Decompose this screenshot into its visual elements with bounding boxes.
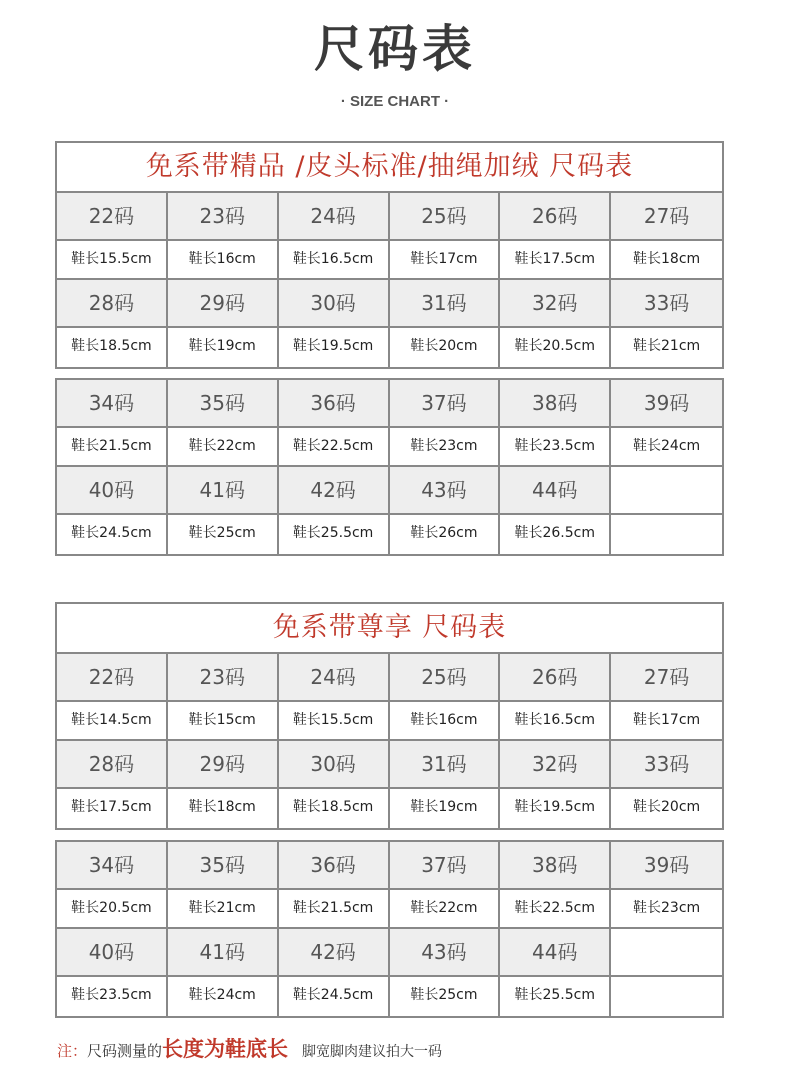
size-cell: 36码	[279, 380, 390, 428]
length-cell: 鞋长16.5cm	[500, 702, 611, 741]
length-cell: 鞋长15cm	[168, 702, 279, 741]
size-cell: 44码	[500, 467, 611, 515]
size-cell: 37码	[390, 842, 501, 890]
size-cell: 41码	[168, 467, 279, 515]
size-cell: 29码	[168, 280, 279, 328]
note-text-post: 脚宽脚肉建议拍大一码	[302, 1044, 443, 1060]
page-title: 尺码表	[314, 20, 476, 78]
length-cell: 鞋长16cm	[390, 702, 501, 741]
length-cell: 鞋长23cm	[611, 890, 722, 929]
length-cell: 鞋长23.5cm	[500, 428, 611, 467]
length-cell: 鞋长21.5cm	[57, 428, 168, 467]
size-cell: 31码	[390, 280, 501, 328]
size-cell: 25码	[390, 654, 501, 702]
size-cell: 24码	[279, 193, 390, 241]
size-cell: 34码	[57, 842, 168, 890]
length-cell: 鞋长19cm	[390, 789, 501, 828]
empty-cell	[611, 977, 722, 1016]
size-cell: 41码	[168, 929, 279, 977]
size-cell: 23码	[168, 193, 279, 241]
size-cell: 39码	[611, 380, 722, 428]
length-cell: 鞋长23cm	[390, 428, 501, 467]
length-cell: 鞋长17cm	[611, 702, 722, 741]
size-cell: 43码	[390, 929, 501, 977]
length-cell: 鞋长24.5cm	[279, 977, 390, 1016]
size-cell: 24码	[279, 654, 390, 702]
length-cell: 鞋长17.5cm	[500, 241, 611, 280]
size-grid	[57, 842, 722, 1016]
size-table-block-2-part-2	[55, 840, 724, 1018]
size-cell: 38码	[500, 380, 611, 428]
length-cell: 鞋长26cm	[390, 515, 501, 554]
length-cell: 鞋长25cm	[168, 515, 279, 554]
length-cell: 鞋长24.5cm	[57, 515, 168, 554]
size-cell: 34码	[57, 380, 168, 428]
size-grid	[57, 193, 722, 367]
size-cell: 43码	[390, 467, 501, 515]
size-cell: 31码	[390, 741, 501, 789]
length-cell: 鞋长18.5cm	[279, 789, 390, 828]
size-cell: 40码	[57, 929, 168, 977]
size-cell: 37码	[390, 380, 501, 428]
length-cell: 鞋长21cm	[168, 890, 279, 929]
length-cell: 鞋长22.5cm	[500, 890, 611, 929]
size-cell: 23码	[168, 654, 279, 702]
size-cell: 40码	[57, 467, 168, 515]
length-cell: 鞋长17cm	[390, 241, 501, 280]
length-cell: 鞋长20.5cm	[500, 328, 611, 367]
length-cell: 鞋长25.5cm	[279, 515, 390, 554]
length-cell: 鞋长15.5cm	[279, 702, 390, 741]
page-subtitle: · SIZE CHART ·	[340, 93, 450, 110]
length-cell: 鞋长21cm	[611, 328, 722, 367]
size-cell: 28码	[57, 280, 168, 328]
size-cell: 26码	[500, 654, 611, 702]
size-cell: 39码	[611, 842, 722, 890]
length-cell: 鞋长22cm	[168, 428, 279, 467]
size-cell: 29码	[168, 741, 279, 789]
size-cell: 32码	[500, 280, 611, 328]
length-cell: 鞋长22cm	[390, 890, 501, 929]
empty-cell	[611, 467, 722, 515]
length-cell: 鞋长21.5cm	[279, 890, 390, 929]
size-cell: 25码	[390, 193, 501, 241]
length-cell: 鞋长24cm	[168, 977, 279, 1016]
size-table-block-2-part-1	[55, 602, 724, 830]
size-cell: 33码	[611, 280, 722, 328]
length-cell: 鞋长20.5cm	[57, 890, 168, 929]
size-table-block-1-part-2	[55, 378, 724, 556]
size-cell: 33码	[611, 741, 722, 789]
size-cell: 42码	[279, 929, 390, 977]
length-cell: 鞋长18cm	[168, 789, 279, 828]
size-cell: 42码	[279, 467, 390, 515]
measurement-note	[57, 1034, 442, 1064]
size-grid	[57, 380, 722, 554]
note-label: 注：	[57, 1042, 88, 1060]
size-grid	[57, 654, 722, 828]
note-text-pre: 尺码测量的	[87, 1042, 163, 1060]
size-cell: 22码	[57, 193, 168, 241]
note-emphasis: 长度为鞋底长	[162, 1037, 289, 1061]
length-cell: 鞋长24cm	[611, 428, 722, 467]
length-cell: 鞋长15.5cm	[57, 241, 168, 280]
size-cell: 36码	[279, 842, 390, 890]
size-table-title: 免系带尊享 尺码表	[57, 604, 722, 654]
length-cell: 鞋长25.5cm	[500, 977, 611, 1016]
length-cell: 鞋长16cm	[168, 241, 279, 280]
size-cell: 30码	[279, 280, 390, 328]
length-cell: 鞋长19.5cm	[500, 789, 611, 828]
size-cell: 38码	[500, 842, 611, 890]
length-cell: 鞋长16.5cm	[279, 241, 390, 280]
length-cell: 鞋长22.5cm	[279, 428, 390, 467]
length-cell: 鞋长23.5cm	[57, 977, 168, 1016]
length-cell: 鞋长19.5cm	[279, 328, 390, 367]
size-cell: 44码	[500, 929, 611, 977]
length-cell: 鞋长18cm	[611, 241, 722, 280]
length-cell: 鞋长20cm	[611, 789, 722, 828]
length-cell: 鞋长25cm	[390, 977, 501, 1016]
length-cell: 鞋长19cm	[168, 328, 279, 367]
length-cell: 鞋长26.5cm	[500, 515, 611, 554]
size-cell: 27码	[611, 654, 722, 702]
length-cell: 鞋长14.5cm	[57, 702, 168, 741]
size-cell: 30码	[279, 741, 390, 789]
empty-cell	[611, 515, 722, 554]
empty-cell	[611, 929, 722, 977]
size-cell: 32码	[500, 741, 611, 789]
length-cell: 鞋长20cm	[390, 328, 501, 367]
size-cell: 22码	[57, 654, 168, 702]
length-cell: 鞋长17.5cm	[57, 789, 168, 828]
size-table-block-1-part-1	[55, 141, 724, 369]
size-cell: 35码	[168, 842, 279, 890]
size-cell: 27码	[611, 193, 722, 241]
size-cell: 26码	[500, 193, 611, 241]
size-cell: 28码	[57, 741, 168, 789]
length-cell: 鞋长18.5cm	[57, 328, 168, 367]
size-table-title: 免系带精品 /皮头标准/抽绳加绒 尺码表	[57, 143, 722, 193]
size-cell: 35码	[168, 380, 279, 428]
